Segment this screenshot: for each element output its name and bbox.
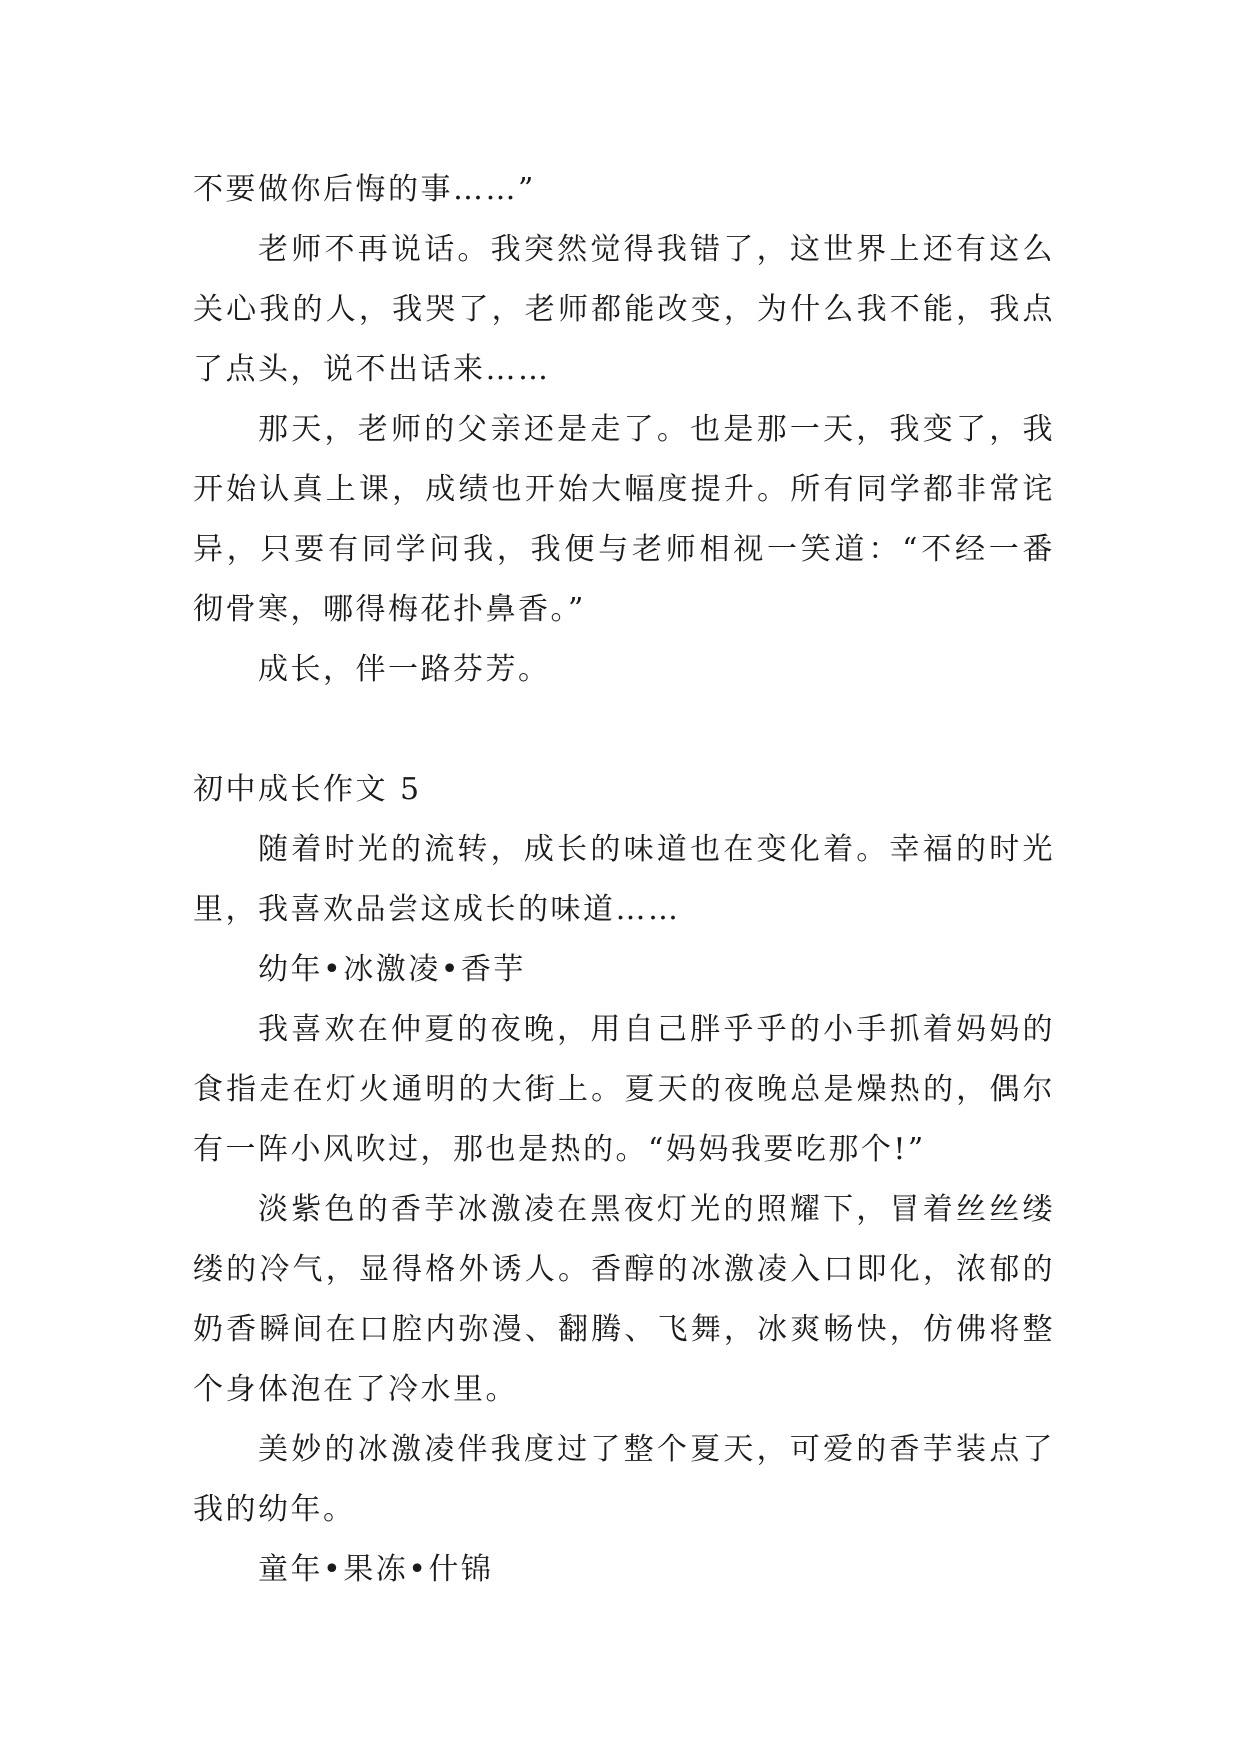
paragraph: 那天，老师的父亲还是走了。也是那一天，我变了，我开始认真上课，成绩也开始大幅度提升。所有同学都非常诧异，只要有同学问我，我便与老师相视一笑道：“不经一番彻骨寒，哪得梅花扑鼻香。” bbox=[193, 412, 1055, 627]
paragraph: 淡紫色的香芋冰激凌在黑夜灯光的照耀下，冒着丝丝缕缕的冷气，显得格外诱人。香醇的冰激凌入口即化，浓郁的奶香瞬间在口腔内弥漫、翻腾、飞舞，冰爽畅快，仿佛将整个身体泡在了冷水里。 bbox=[193, 1192, 1055, 1407]
section-title: 初中成长作文 5 bbox=[193, 772, 422, 807]
subheading: 幼年•冰激凌•香芋 bbox=[258, 952, 526, 987]
section-spacer bbox=[193, 700, 1055, 760]
paragraph: 美妙的冰激凌伴我度过了整个夏天，可爱的香芋装点了我的幼年。 bbox=[193, 1432, 1055, 1527]
paragraph: 不要做你后悔的事……” bbox=[193, 172, 536, 207]
document-page bbox=[193, 160, 1055, 1600]
paragraph: 我喜欢在仲夏的夜晚，用自己胖乎乎的小手抓着妈妈的食指走在灯火通明的大街上。夏天的夜晚总是燥热的，偶尔有一阵小风吹过，那也是热的。“妈妈我要吃那个!” bbox=[193, 1012, 1055, 1167]
paragraph: 成长，伴一路芬芳。 bbox=[258, 652, 551, 687]
subheading: 童年•果冻•什锦 bbox=[258, 1552, 494, 1587]
paragraph: 随着时光的流转，成长的味道也在变化着。幸福的时光里，我喜欢品尝这成长的味道…… bbox=[193, 832, 1055, 927]
paragraph: 老师不再说话。我突然觉得我错了，这世界上还有这么关心我的人，我哭了，老师都能改变，为什么我不能，我点了点头，说不出话来…… bbox=[193, 232, 1055, 387]
